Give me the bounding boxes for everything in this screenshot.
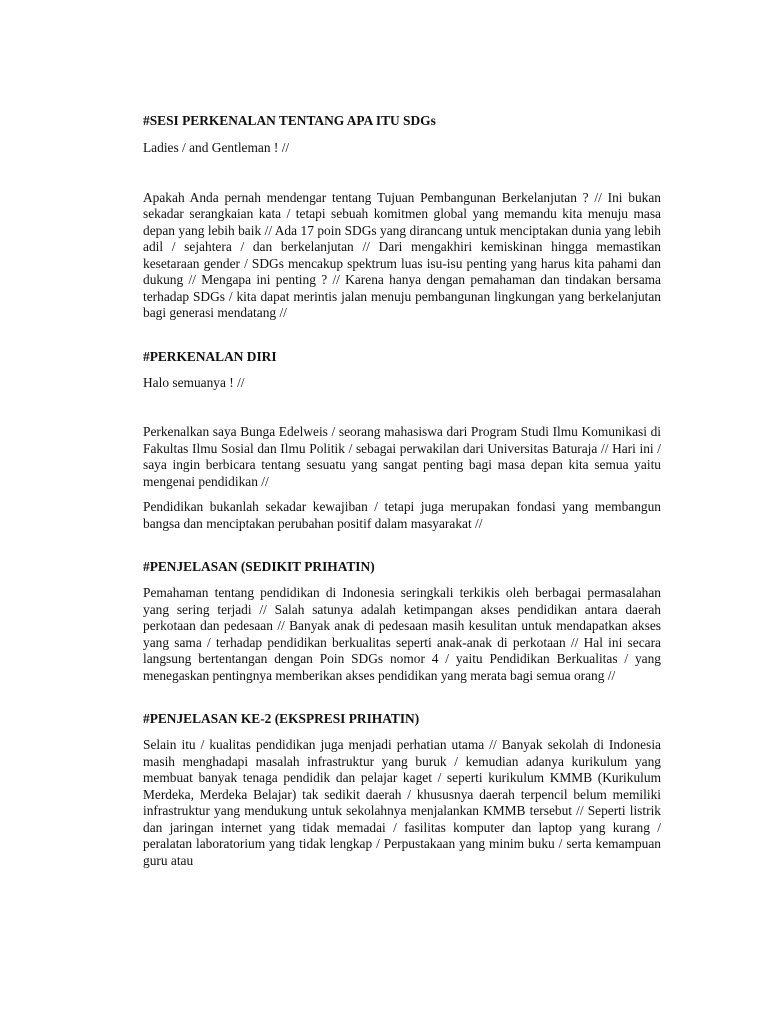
paragraph: Pemahaman tentang pendidikan di Indonesia seringkali terkikis oleh berbagai permasalahan yang sering terjadi // Salah satunya adalah ketimpangan akses pendidikan antara daerah perkotaan dan pedesaan // Banyak anak di pedesaan masih kesulitan untuk mendapatkan akses yang sama / terhadap pendidikan berkualitas seperti anak-anak di perkotaan // Hal ini secara langsung bertentangan dengan Poin SDGs nomor 4 / yaitu Pendidikan Berkualitas / yang menegaskan pentingnya memberikan akses pendidikan yang merata bagi semua orang // [143,585,661,683]
document-page [143,112,661,869]
section-penjelasan-2 [143,710,661,869]
section-penjelasan-1 [143,558,661,684]
section-perkenalan-diri [143,348,661,533]
paragraph: Pendidikan bukanlah sekadar kewajiban / tetapi juga merupakan fondasi yang membangun bangsa dan menciptakan perubahan positif dalam masyarakat // [143,499,661,531]
section-heading: #PENJELASAN KE-2 (EKSPRESI PRIHATIN) [143,711,420,726]
greeting-text: Ladies / and Gentleman ! // [143,140,290,155]
section-heading: #SESI PERKENALAN TENTANG APA ITU SDGs [143,113,436,128]
section-heading: #PERKENALAN DIRI [143,348,277,364]
greeting-text: Halo semuanya ! // [143,374,245,390]
paragraph: Apakah Anda pernah mendengar tentang Tujuan Pembangunan Berkelanjutan ? // Ini bukan sekadar serangkaian kata / tetapi sebuah komitmen global yang memandu kita menuju masa depan yang lebih baik // Ada 17 poin SDGs yang dirancang untuk menciptakan dunia yang lebih adil / sejahtera / dan berkelanjutan // Dari mengakhiri kemiskinan hingga memastikan kesetaraan gender / SDGs mencakup spektrum luas isu-isu penting yang harus kita pahami dan dukung // Mengapa ini penting ? // Karena hanya dengan pemahaman dan tindakan bersama terhadap SDGs / kita dapat merintis jalan menuju pembangunan lingkungan yang berkelanjutan bagi generasi mendatang // [143,189,661,320]
section-sdgs-intro [143,112,661,322]
paragraph: Selain itu / kualitas pendidikan juga menjadi perhatian utama // Banyak sekolah di Indonesia masih menghadapi masalah infrastruktur yang buruk / kemudian adanya kurikulum yang membuat banyak tenaga pendidik dan pelajar kaget / seperti kurikulum KMMB (Kurikulum Merdeka, Merdeka Belajar) tak sedikit daerah / khususnya daerah terpencil belum memiliki infrastruktur yang mendukung untuk sekolahnya menjalankan KMMB tersebut // Seperti listrik dan jaringan internet yang tidak memadai / fasilitas komputer dan laptop yang kurang / peralatan laboratorium yang tidak lengkap / Perpustakaan yang minim buku / serta kemampuan guru atau [143,737,661,868]
paragraph: Perkenalkan saya Bunga Edelweis / seorang mahasiswa dari Program Studi Ilmu Komunikasi di Fakultas Ilmu Sosial dan Ilmu Politik / sebagai perwakilan dari Universitas Baturaja // Hari ini / saya ingin berbicara tentang sesuatu yang sangat penting bagi masa depan kita semua yaitu mengenai pendidikan // [143,424,661,489]
section-heading: #PENJELASAN (SEDIKIT PRIHATIN) [143,559,375,574]
